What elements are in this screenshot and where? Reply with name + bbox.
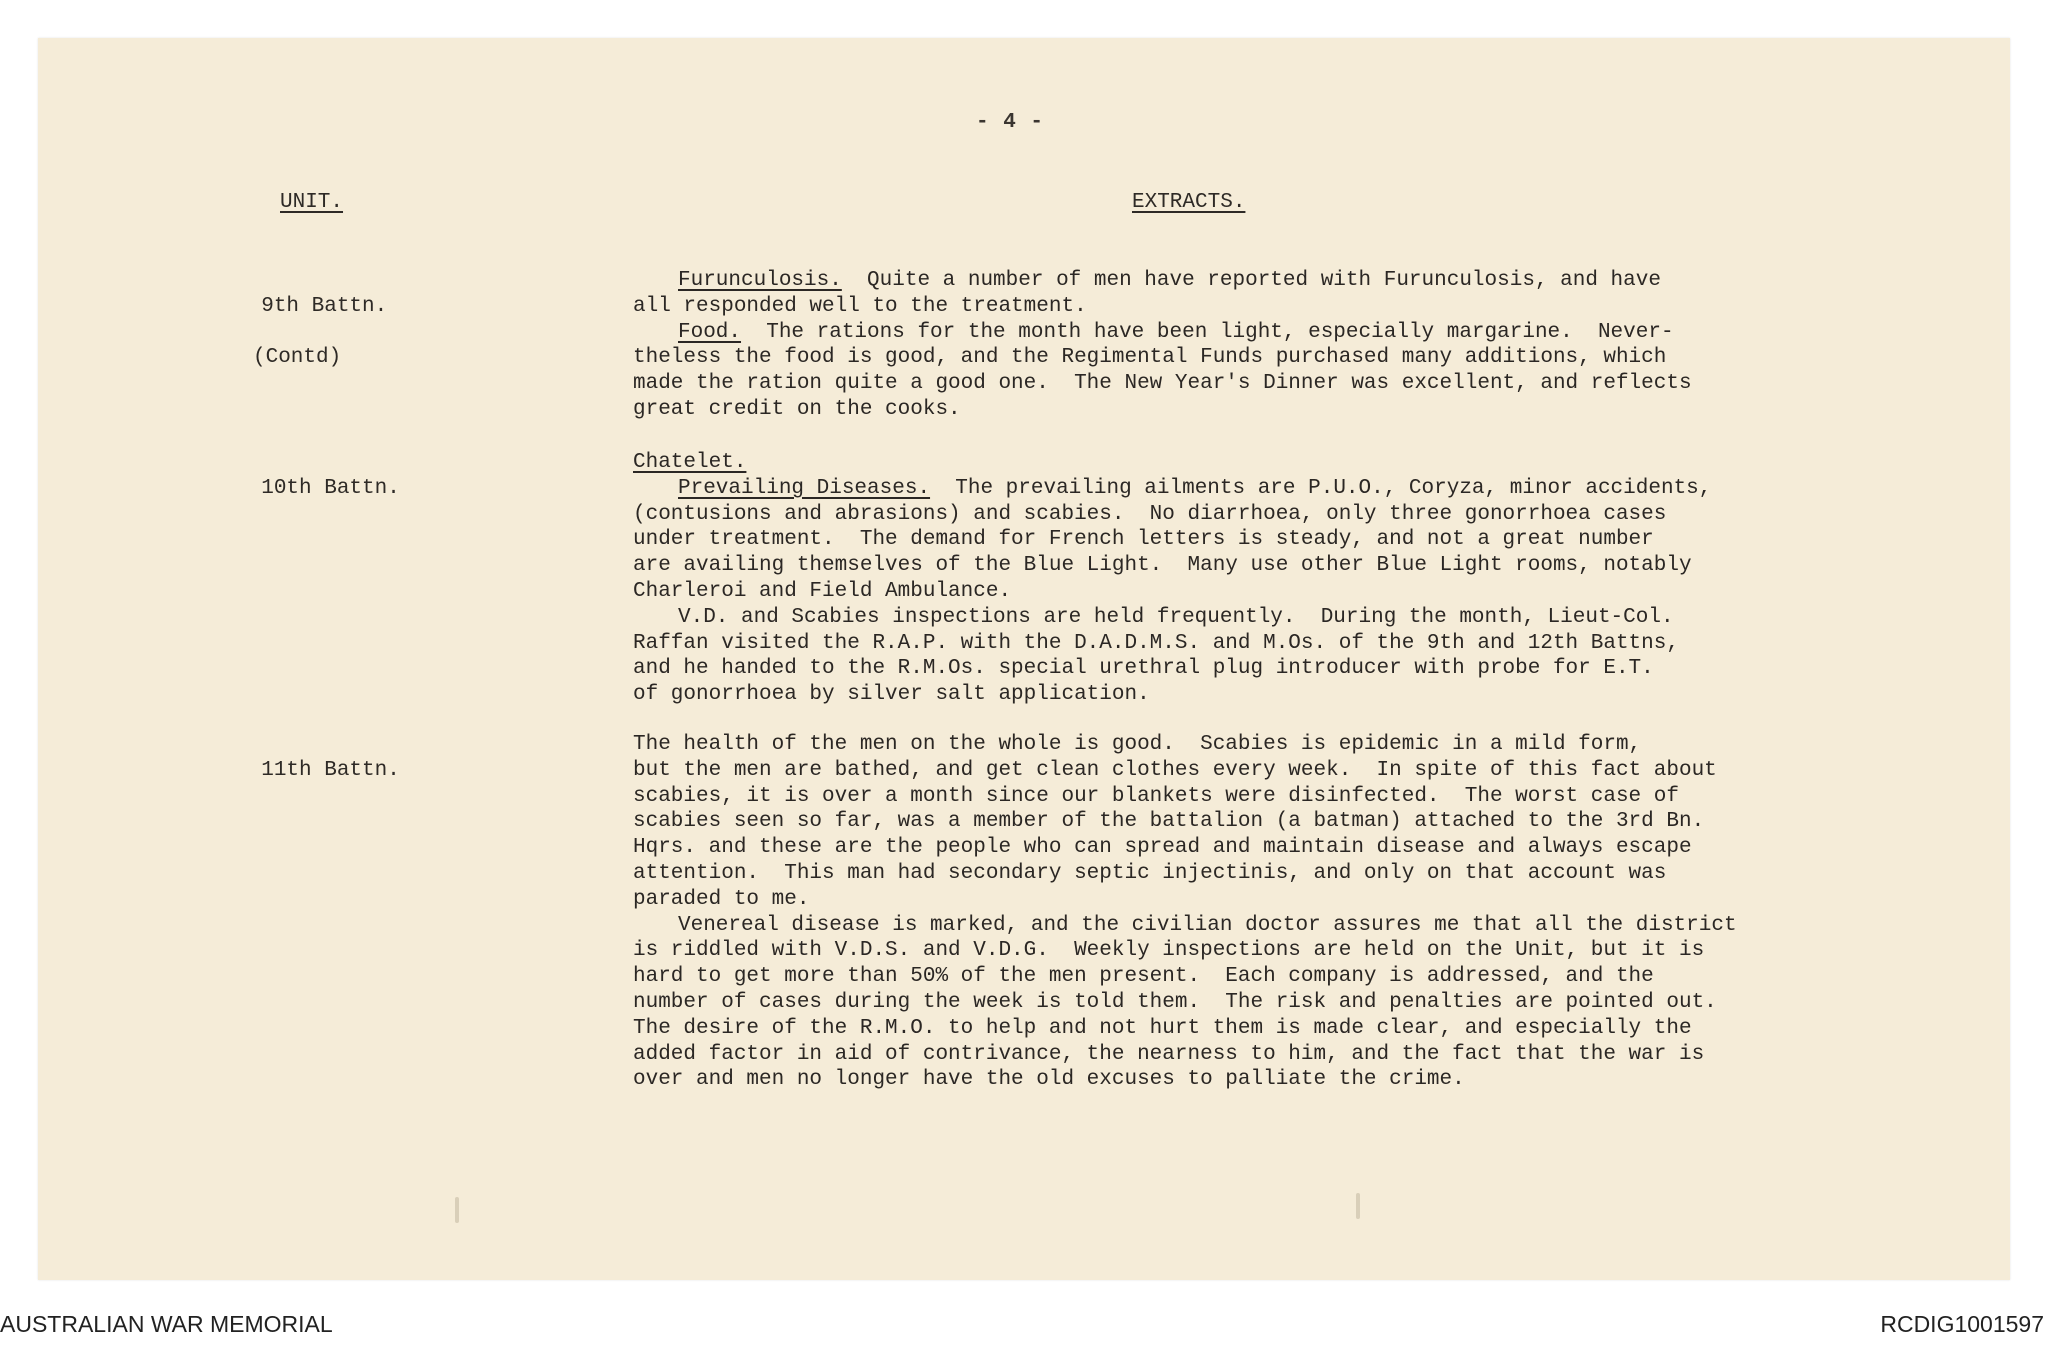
paragraph-text: (contusions and abrasions) and scabies. No diarrhoea, only three gonorrhoea cases under treatment. The demand for French letters is steady, and not a great number are availing themselves of the Blue Light. Many use other Blue Light rooms, notably Charleroi and Field Ambulance. [633,502,1692,603]
paragraph-text: is riddled with V.D.S. and V.D.G. Weekly inspections are held on the Unit, but it is hard to get more than 50% of the men present. Each company is addressed, and the number of cases during the week is told them. The risk and penalties are pointed out. The desire of the R.M.O. to help and not hurt them is made clear, and especially the added factor in aid of contrivance, the nearness to him, and the fact that the war is over and men no longer have the old excuses to palliate the crime. [633,939,1717,1092]
extract-paragraph [633,476,1973,502]
section-heading: Furunculosis. [678,269,842,292]
paragraph-text: The prevailing ailments are P.U.O., Coryza, minor accidents, [930,476,1712,500]
unit-name: 9th Battn. [261,294,388,318]
unit-continued-note: (Contd) [253,346,342,370]
unit-name: 11th Battn. [261,758,400,782]
extracts-column-header: EXTRACTS. [1132,191,1246,214]
paragraph-text: theless the food is good, and the Regimental Funds purchased many additions, which made the ration quite a good one. The New Year's Dinner was excellent, and reflects great credit on the cooks. [633,346,1692,421]
section-heading: Prevailing Diseases. [678,476,931,500]
paragraph-text: Raffan visited the R.A.P. with the D.A.D.M.S. and M.Os. of the 9th and 12th Battns, and he handed to the R.M.Os. special urethral plug introducer with probe for E.T. of gonorrhoea by silver salt application. [633,631,1679,707]
location-heading: Chatelet. [633,451,747,474]
archive-identifier: RCDIG1001597 [1880,1311,2044,1337]
extract-paragraph [633,268,1973,294]
unit-column-header: UNIT. [280,191,344,214]
paragraph-text: The rations for the month have been light, especially margarine. Never- [741,320,1674,344]
extract-11th-battn [633,732,1973,1093]
punch-mark [1356,1193,1360,1219]
paragraph-text: Venereal disease is marked, and the civilian doctor assures me that all the district [678,913,1737,937]
paragraph-text: The health of the men on the whole is good. Scabies is epidemic in a mild form, but the men are bathed, and get clean clothes every week. In spite of this fact about scabies, it is over a month since our blankets were disinfected. The worst case of scabies seen so far, was a member of the battalion (a batman) attached to the 3rd Bn. Hqrs. and these are the people who can spread and maintain disease and always escape attention. This man had secondary septic injectinis, and only on that account was paraded to me. [633,733,1717,911]
unit-name: 10th Battn. [261,476,400,500]
unit-label-11th-battn [236,732,400,784]
archive-credit: AUSTRALIAN WAR MEMORIAL [0,1311,333,1337]
unit-label-10th-battn [236,450,400,502]
page-number: - 4 - [976,111,1045,134]
punch-mark [455,1197,459,1223]
unit-label-9th-battn [236,268,387,397]
extract-paragraph [633,320,1973,346]
paragraph-text: all responded well to the treatment. [633,294,1087,318]
paragraph-text: V.D. and Scabies inspections are held frequently. During the month, Lieut-Col. [678,605,1674,629]
extract-10th-battn [633,450,1973,708]
extract-paragraph [633,450,1973,476]
extract-9th-battn [633,268,1973,423]
paragraph-text: Quite a number of men have reported with Furunculosis, and have [841,269,1661,292]
section-heading: Food. [678,320,742,344]
